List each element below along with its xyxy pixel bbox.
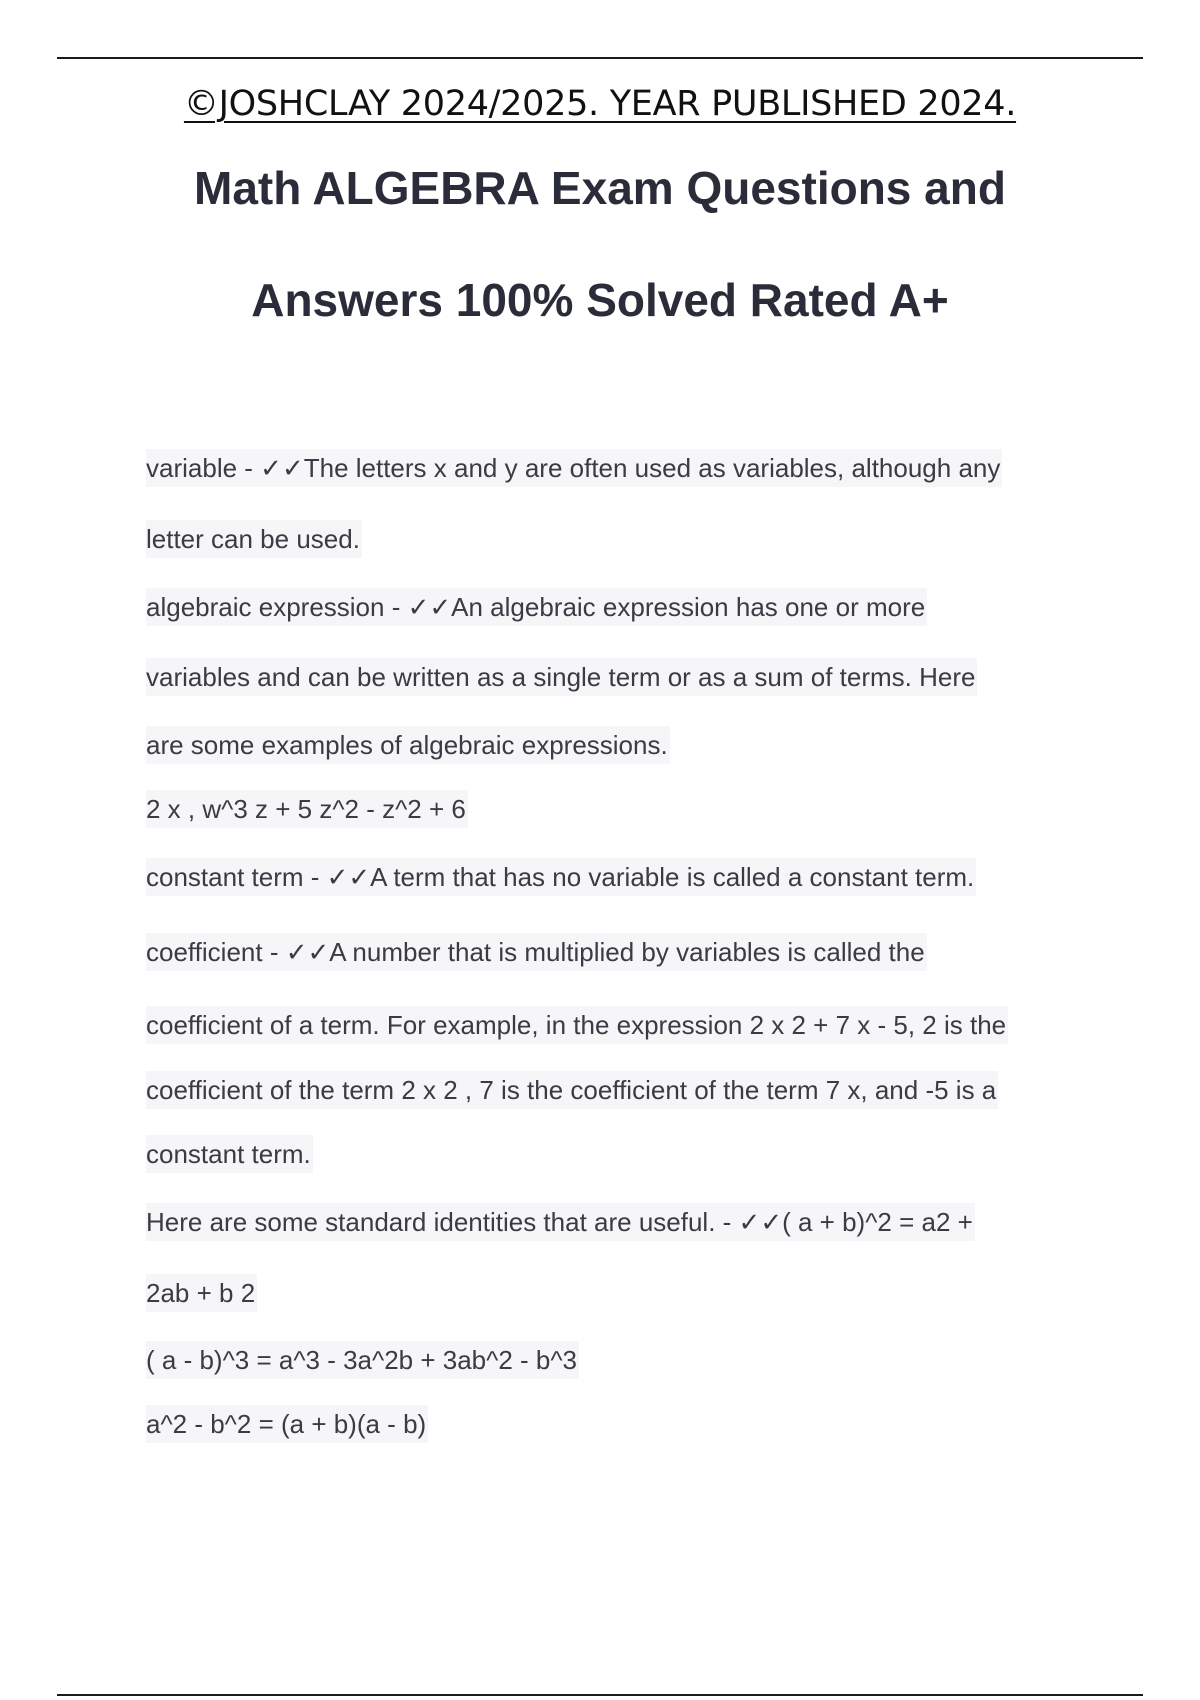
body-line: letter can be used. (146, 520, 362, 558)
body-line: 2 x , w^3 z + 5 z^2 - z^2 + 6 (146, 790, 468, 828)
body-line: coefficient - ✓✓A number that is multiplied by variables is called the (146, 933, 927, 971)
bottom-rule (57, 1694, 1143, 1696)
document-title-line-1: Math ALGEBRA Exam Questions and (194, 162, 1006, 214)
body-line: constant term. (146, 1135, 313, 1173)
body-line: 2ab + b 2 (146, 1274, 257, 1312)
body-line: Here are some standard identities that are useful. - ✓✓( a + b)^2 = a2 + (146, 1203, 975, 1241)
body-line: are some examples of algebraic expressions. (146, 726, 670, 764)
body-line: algebraic expression - ✓✓An algebraic expression has one or more (146, 588, 927, 626)
copyright-header (0, 76, 1200, 132)
body-line: constant term - ✓✓A term that has no variable is called a constant term. (146, 858, 976, 896)
body-line: a^2 - b^2 = (a + b)(a - b) (146, 1405, 428, 1443)
body-line: variables and can be written as a single term or as a sum of terms. Here (146, 658, 977, 696)
document-title-line-2: Answers 100% Solved Rated A+ (251, 274, 949, 326)
copyright-text: ©JOSHCLAY 2024/2025. YEAR PUBLISHED 2024. (183, 84, 1017, 124)
body-line: coefficient of a term. For example, in the expression 2 x 2 + 7 x - 5, 2 is the (146, 1006, 1008, 1044)
top-rule (57, 57, 1143, 59)
body-line: ( a - b)^3 = a^3 - 3a^2b + 3ab^2 - b^3 (146, 1341, 579, 1379)
body-line: variable - ✓✓The letters x and y are often used as variables, although any (146, 449, 1002, 487)
body-line: coefficient of the term 2 x 2 , 7 is the coefficient of the term 7 x, and -5 is a (146, 1071, 998, 1109)
